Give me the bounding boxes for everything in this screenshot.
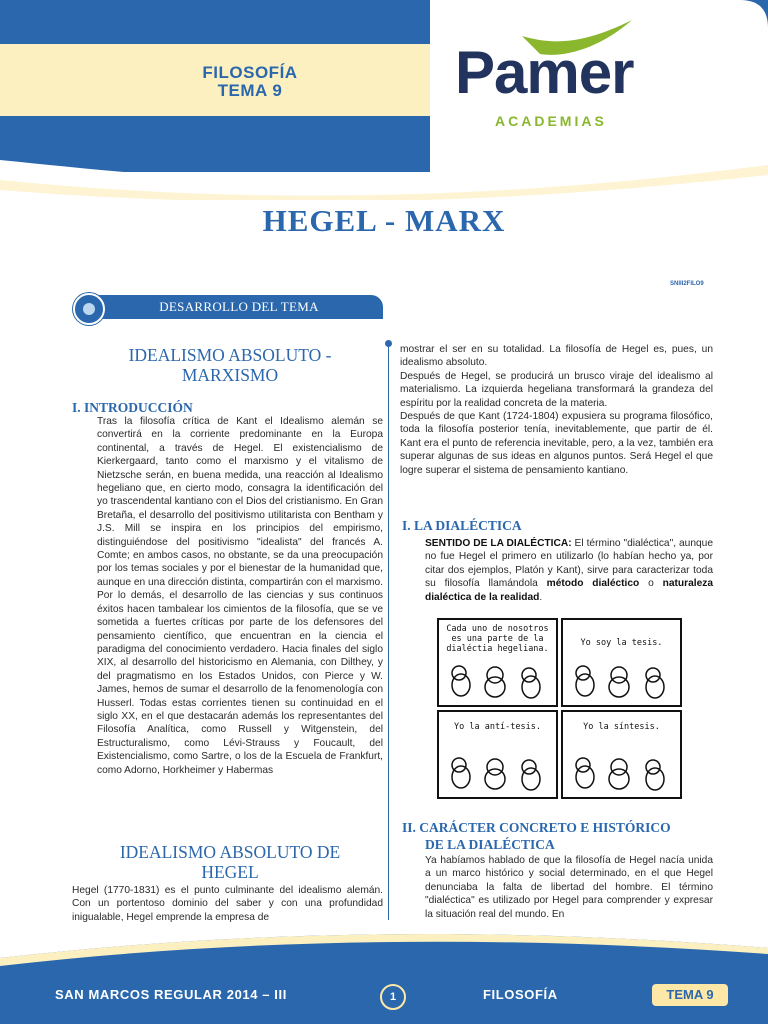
comic-caption-2: Yo soy la tesis.	[580, 638, 663, 648]
left-section-title: IDEALISMO ABSOLUTO - MARXISMO	[128, 345, 332, 385]
comic-caption-1: Cada uno de nosotros es una parte de la dialéctia hegeliana.	[446, 624, 549, 654]
brand-logo: Pamer	[455, 39, 634, 106]
comic-characters-icon	[563, 747, 680, 797]
header-subject	[150, 64, 350, 100]
header-tema: TEMA 9	[217, 81, 283, 100]
comic-caption-4: Yo la síntesis.	[583, 722, 660, 732]
hegel-text: Hegel (1770-1831) es el punto culminante del idealismo alemán. Con un portentoso dominio del saber y con una profundidad inigualable, Hegel emprende la empresa de	[72, 885, 383, 923]
sentido-label: SENTIDO DE LA DIALÉCTICA:	[425, 538, 572, 549]
dialectica-heading: I. LA DIALÉCTICA	[402, 518, 522, 533]
after-hegel-text: Después de Hegel, se producirá un brusco viraje del idealismo al materialismo. La izquierda hegeliana transformará la grandeza del espíritu por la realidad concreta de la materia.	[400, 370, 713, 409]
document-code: SNIII2FILO9	[670, 281, 704, 287]
comic-caption-3: Yo la antí-tesis.	[454, 722, 541, 732]
column-divider-dot	[385, 340, 392, 347]
comic-panel-4	[561, 710, 682, 799]
after-kant-text: Después de que Kant (1724-1804) expusiera su programa filosófico, toda la filosofía posterior tenía, inevitablemente, que partir de él. Kant era el punto de referencia inevitable, pero, a la vez, también era superar algunas de sus ideas en algunos puntos. Será Hegel el que logre superar el sistema de pensamiento kantiano.	[400, 411, 713, 476]
footer-tema-badge: TEMA 9	[652, 984, 728, 1006]
header-background	[0, 0, 768, 200]
banner-bullet-icon	[73, 293, 105, 325]
brand-subtitle: ACADEMIAS	[495, 113, 607, 129]
caracter-heading-line-2: DE LA DIALÉCTICA	[425, 837, 555, 852]
comic-panel-1	[437, 618, 558, 707]
comic-panel-2	[561, 618, 682, 707]
column-divider	[388, 345, 389, 920]
caracter-paragraph	[425, 854, 713, 921]
right-intro-paragraphs	[400, 343, 713, 477]
metodo-term: método dialéctico	[546, 578, 640, 590]
caracter-heading-line-1: II. CARÁCTER CONCRETO E HISTÓRICO	[402, 820, 671, 835]
caracter-text: Ya habíamos hablado de que la filosofía de Hegel nacía unida a un marco histórico y social determinado, en el que Hegel denunciaba la falta de libertad del hombre. El término "dialéctica" es utilizado por Hegel para comprender y expresar la situación real del mundo. En	[425, 855, 713, 920]
hegel-section-title: IDEALISMO ABSOLUTO DE HEGEL	[119, 842, 341, 882]
hegel-paragraph	[72, 884, 383, 924]
comic-panel-3	[437, 710, 558, 799]
intro-paragraph	[97, 415, 383, 777]
header-subject-name: FILOSOFÍA	[202, 63, 298, 82]
period: .	[539, 591, 543, 603]
comic-characters-icon	[563, 655, 680, 705]
intro-text: Tras la filosofía crítica de Kant el Idealismo alemán se convertirá en la corriente predominante en la Europa continental, a través de Hegel. El existencialismo de Kierkergaard, tanto como el marxismo y el vitalismo de Nietzsche serán, en buena medida, una reacción al Idealismo hegeliano que, en cierto modo, consagra la identificación del yo trascendental kantiano con el Dios del cristianismo. En Gran Bretaña, el desarrollo del positivismo utilitarista con Bentham y J.S. Mill se inspira en los principios del empirismo, distinguiéndose del positivismo "idealista" del francés A. Comte; en ambos casos, no obstante, se da una preocupación por los temas sociales y por el bienestar de la humanidad que, aunque en una dirección distinta, compartirán con el marxismo. Por lo demás, el desarrollo de las ciencias y sus continuos éxitos hacen tambalear los cimientos de la filosofía, que se ve sometida a fuertes críticas por parte de los defensores del pensamiento científico, que encuentran en la ciencia el paradigma del conocimiento verdadero. Hacia finales del siglo XIX, al desarrollo del historicismo en Alemania, con Dilthey, y del pragmatismo en los Estados Unidos, con Pierce y W. James, hemos de sumar el desarrollo de la fenomenología con Husserl. Todas estas corrientes tienen su continuidad en el siglo XX, en el que destacarán además los representantes del Filosofía Analítica, como Russell y Witgenstein, del Estructuralismo, como Lévi-Strauss y Foucault, del Existencialismo, como Sartre, o los de la Escuela de Frankfurt, como Adorno, Horkheimer y Habermas	[97, 416, 383, 776]
naturaleza-term: naturaleza dialéctica de la realidad	[425, 578, 714, 603]
footer-page-number: 1	[380, 984, 406, 1010]
footer-course: SAN MARCOS REGULAR 2014 – III	[55, 987, 287, 1002]
section-banner-label: DESARROLLO DEL TEMA	[159, 299, 319, 314]
comic-characters-icon	[439, 747, 556, 797]
continuation-text: mostrar el ser en su totalidad. La filosofía de Hegel es, pues, un idealismo absoluto.	[400, 344, 713, 369]
comic-characters-icon	[439, 655, 556, 705]
intro-heading: I. INTRODUCCIÓN	[72, 400, 193, 415]
sentido-paragraph	[425, 537, 713, 604]
footer-subject: FILOSOFÍA	[483, 987, 558, 1002]
sentido-text: El término "dialéctica", aunque no fue Hegel el primero en utilizarlo (lo habían hecho ya, por citar dos ejemplos, Platón y Kant), sirve para caracterizar toda su filosofía llamándola	[425, 538, 713, 590]
page-title: HEGEL - MARX	[262, 203, 506, 238]
connector-o: o	[639, 578, 663, 590]
footer-background	[0, 928, 768, 1024]
